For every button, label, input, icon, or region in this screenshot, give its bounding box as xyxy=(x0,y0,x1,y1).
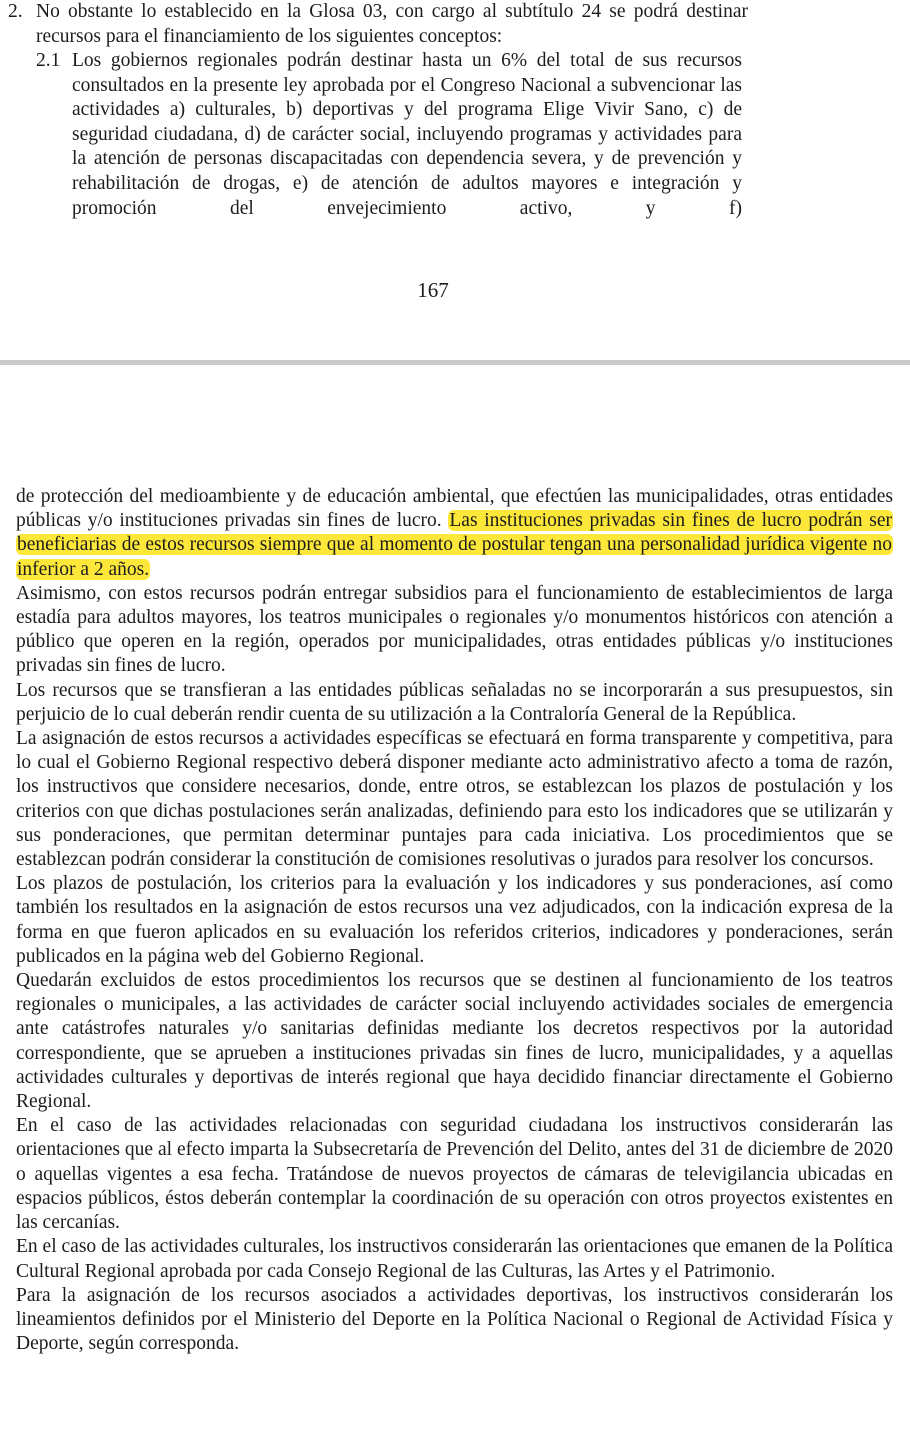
list-item-2-1 xyxy=(36,49,742,221)
paragraph-9: Para la asignación de los recursos asociados a actividades deportivas, los instructivos considerarán los lineamientos definidos por el Ministerio del Deporte en la Política Nacional o Regional de Actividad Física y Deporte, según corresponda. xyxy=(16,1284,893,1355)
paragraph-5: Los plazos de postulación, los criterios para la evaluación y los indicadores y sus ponderaciones, así como también los resultados en la asignación de estos recursos una vez adjudicados, con la indicación expresa de la forma en que fueron aplicados en su evaluación los referidos criterios, indicadores y ponderaciones, serán publicados en la página web del Gobierno Regional. xyxy=(16,873,893,967)
item-number: 2. xyxy=(8,1,23,22)
paragraph-1 xyxy=(16,485,893,582)
page-top xyxy=(0,0,910,360)
paragraph-6: Quedarán excluidos de estos procedimientos los recursos que se destinen al funcionamiento de los teatros regionales o municipales, a las actividades de carácter social incluyendo actividades sociales de emergencia ante catástrofes naturales y/o sanitarias definidas mediante los decretos respectivos por la autoridad correspondiente, que se aprueben a instituciones privadas sin fines de lucro, municipalidades, y a aquellas actividades culturales y deportivas de interés regional que haya decidido financiar directamente el Gobierno Regional. xyxy=(16,970,893,1113)
sub-item-text: Los gobiernos regionales podrán destinar hasta un 6% del total de sus recursos consultados en la presente ley aprobada por el Congreso Nacional a subvencionar las actividades a) culturales, b) deportivas y del programa Elige Vivir Sano, c) de seguridad ciudadana, d) de carácter social, incluyendo programas y actividades para la atención de personas discapacitadas con dependencia severa, y de prevención y rehabilitación de drogas, e) de atención de adultos mayores e integración y promoción del envejecimiento activo, y f) xyxy=(72,50,742,219)
page-number: 167 xyxy=(417,278,449,302)
item-text: No obstante lo establecido en la Glosa 03, con cargo al subtítulo 24 se podrá destinar recursos para el financiamiento de los siguientes conceptos: xyxy=(36,1,748,47)
paragraph-8: En el caso de las actividades culturales, los instructivos considerarán las orientaciones que emanen de la Política Cultural Regional aprobada por cada Consejo Regional de las Culturas, las Artes y el Patrimonio. xyxy=(16,1236,893,1282)
paragraph-3: Los recursos que se transfieran a las entidades públicas señaladas no se incorporarán a sus presupuestos, sin perjuicio de lo cual deberán rendir cuenta de su utilización a la Contraloría General de la República. xyxy=(16,679,893,725)
body-text xyxy=(16,485,893,1356)
list-item-2 xyxy=(8,0,748,49)
sub-item-number: 2.1 xyxy=(36,50,61,71)
paragraph-4: La asignación de estos recursos a actividades específicas se efectuará en forma transparente y competitiva, para lo cual el Gobierno Regional respectivo deberá disponer mediante acto administrativo afecto a toma de razón, los instructivos que considere necesarios, donde, entre otros, se establezcan los plazos de postulación y los criterios con que dichas postulaciones serán analizadas, definiendo para esto los indicadores que se utilizarán y sus ponderaciones, que permitan determinar puntajes para cada iniciativa. Los procedimientos que se establezcan podrán considerar la constitución de comisiones resolutivas o jurados para resolver los concursos. xyxy=(16,728,893,871)
paragraph-7: En el caso de las actividades relacionadas con seguridad ciudadana los instructivos considerarán las orientaciones que al efecto imparta la Subsecretaría de Prevención del Delito, antes del 31 de diciembre de 2020 o aquellas vigentes a esa fecha. Tratándose de nuevos proyectos de cámaras de televigilancia ubicadas en espacios públicos, éstos deberán contemplar la coordinación de su operación con otros proyectos existentes en las cercanías. xyxy=(16,1115,893,1234)
page-bottom xyxy=(0,365,910,1440)
highlighted-text: Las instituciones privadas sin fines de lucro podrán ser beneficiarias de estos recursos siempre que al momento de postular tengan una personalidad jurídica vigente no inferior a 2 años. xyxy=(17,510,893,580)
paragraph-2: Asimismo, con estos recursos podrán entregar subsidios para el funcionamiento de establecimientos de larga estadía para adultos mayores, los teatros municipales o regionales y/o monumentos históricos con atención a público que operen en la región, operados por municipalidades, otras entidades públicas y/o instituciones privadas sin fines de lucro. xyxy=(16,582,893,677)
paragraph-1-text: de protección del medioambiente y de educación ambiental, que efectúen las municipalidades, otras entidades públicas y/o instituciones privadas sin fines de lucro. xyxy=(16,486,893,532)
